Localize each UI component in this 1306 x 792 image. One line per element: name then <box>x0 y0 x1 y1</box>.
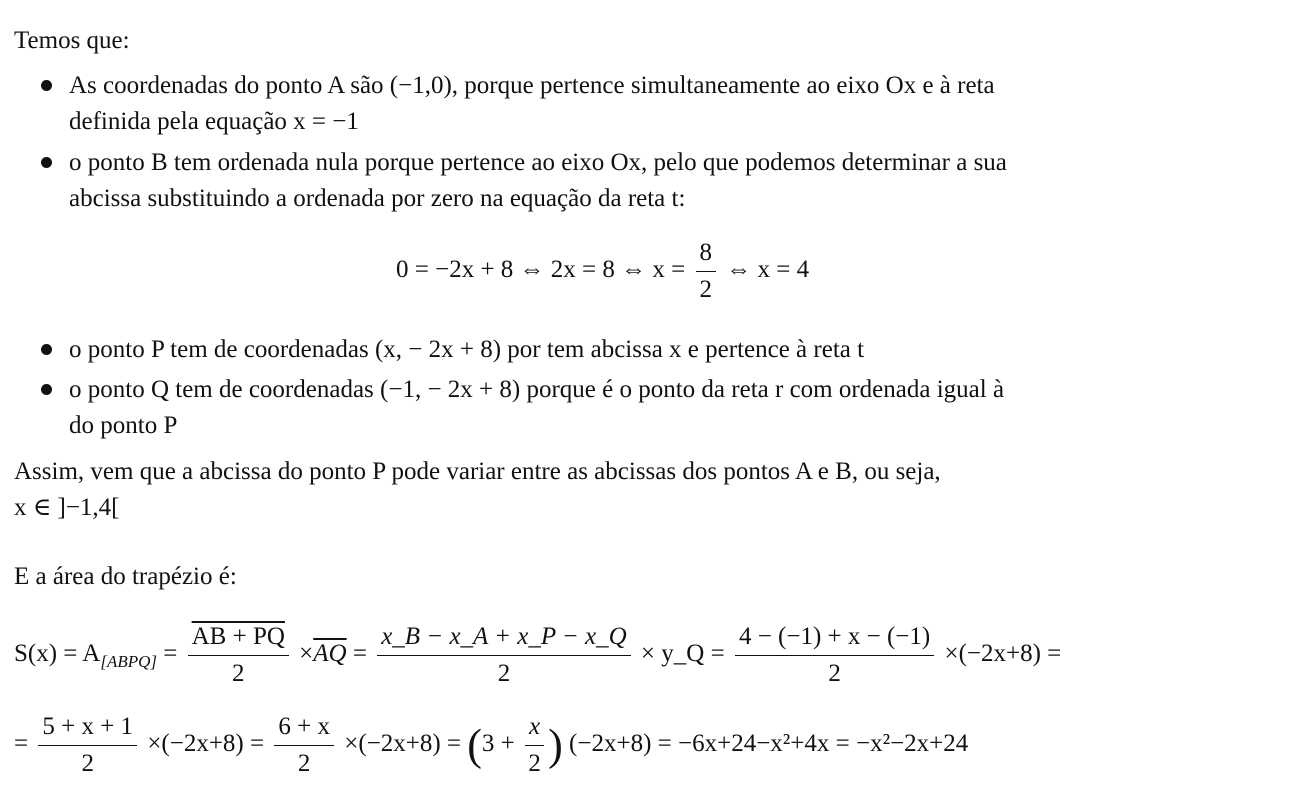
bullet-dot <box>41 157 52 168</box>
eq2-fraction-3 <box>735 622 934 689</box>
equation-solve-b <box>396 238 809 305</box>
eq3-f3-den: 2 <box>528 750 541 777</box>
eq2-f2-den: 2 <box>497 660 511 687</box>
eq2-fraction-1 <box>188 622 289 689</box>
eq2-fraction-2 <box>377 622 630 689</box>
eq3-three-plus: 3 + <box>481 730 515 758</box>
eq3-f3-num: x <box>525 712 544 746</box>
eq3-fraction-1 <box>38 712 137 779</box>
eq1-right: ⇔ x = 4 <box>726 256 810 284</box>
eq2-f1-den: 2 <box>232 660 245 687</box>
eq3-mid-2: ×(−2x+8) = <box>344 730 462 758</box>
eq3-f2-den: 2 <box>297 750 311 777</box>
eq3-fraction-3 <box>525 712 544 779</box>
bullet-4-line-2: do ponto P <box>69 412 178 439</box>
eq2-f3-den: 2 <box>828 660 841 687</box>
eq2-times-yq: × y_Q = <box>640 640 725 668</box>
bullet-3-line: o ponto P tem de coordenadas (x, − 2x + 8) por tem abcissa x e pertence à reta t <box>69 336 865 363</box>
eq1-frac-num: 8 <box>696 238 717 272</box>
eq2-f2-num: x_B − x_A + x_P − x_Q <box>377 622 630 656</box>
equation-area-1 <box>14 622 1061 689</box>
eq3-tail: (−2x+8) = −6x+24−x²+4x = −x²−2x+24 <box>569 730 969 758</box>
eq2-f1-num: AB + PQ <box>188 622 289 656</box>
bullet-4-line-1: o ponto Q tem de coordenadas (−1, − 2x + 8) porque é o ponto da reta r com ordenada igual à <box>69 376 1005 403</box>
eq3-f1-den: 2 <box>81 750 94 777</box>
intro-text: Temos que: <box>14 27 130 54</box>
eq3-mid-1: ×(−2x+8) = <box>147 730 265 758</box>
bullet-1-line-2: definida pela equação x = −1 <box>69 108 359 135</box>
eq1-left: 0 = −2x + 8 ⇔ 2x = 8 ⇔ x = <box>396 256 686 284</box>
bullet-2-line-1: o ponto B tem ordenada nula porque pertence ao eixo Ox, pelo que podemos determinar a sua <box>69 149 1007 176</box>
assim-line-2: x ∈ ]−1,4[ <box>14 494 120 521</box>
area-label: E a área do trapézio é: <box>14 563 237 590</box>
bullet-dot <box>41 344 52 355</box>
bullet-2-line-2: abcissa substituindo a ordenada por zero na equação da reta t: <box>69 185 686 212</box>
eq2-tail: ×(−2x+8) = <box>944 640 1062 668</box>
eq2-s-lhs: S(x) = A <box>14 640 101 668</box>
bullet-dot <box>41 384 52 395</box>
eq2-aq: $\overline{AQ}$ <box>313 640 347 668</box>
eq1-frac-den: 2 <box>699 276 712 303</box>
eq3-paren-close: ) <box>548 720 563 770</box>
eq1-fraction <box>696 238 717 305</box>
bullet-1-line-1: As coordenadas do ponto A são (−1,0), porque pertence simultaneamente ao eixo Ox e à reta <box>69 72 995 99</box>
eq2-s-sub: [ABPQ] <box>100 652 157 672</box>
eq3-f1-num: 5 + x + 1 <box>38 712 137 746</box>
equation-area-2 <box>14 712 968 779</box>
eq2-times: × <box>299 640 314 668</box>
eq2-eq-2: = <box>352 640 367 668</box>
eq3-lead: = <box>14 730 29 758</box>
eq2-eq: = <box>163 640 178 668</box>
eq3-paren-open: ( <box>467 720 482 770</box>
eq2-f3-num: 4 − (−1) + x − (−1) <box>735 622 934 656</box>
eq3-f2-num: 6 + x <box>274 712 334 746</box>
assim-line-1: Assim, vem que a abcissa do ponto P pode variar entre as abcissas dos pontos A e B, ou seja, <box>14 458 941 485</box>
eq3-fraction-2 <box>274 712 334 779</box>
bullet-dot <box>41 80 52 91</box>
